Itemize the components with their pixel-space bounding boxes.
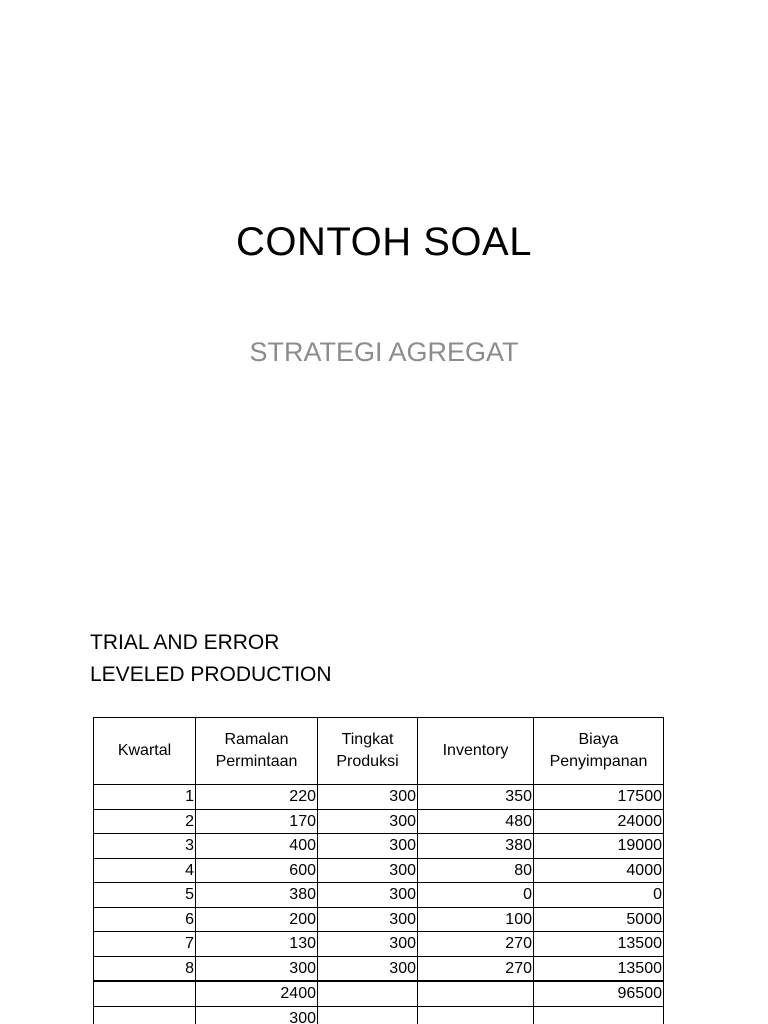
total-produksi [318,981,418,1006]
table-row [94,956,664,981]
cell-biaya: 17500 [534,785,664,810]
average-row [94,1006,664,1024]
cell-kwartal: 1 [94,785,196,810]
average-ramalan: 300 [196,1006,318,1024]
average-kwartal [94,1006,196,1024]
table-row [94,809,664,834]
cell-biaya: 13500 [534,956,664,981]
cell-kwartal: 3 [94,834,196,859]
table-header-row [94,718,664,785]
cell-biaya: 5000 [534,907,664,932]
cell-ramalan: 130 [196,932,318,957]
cell-produksi: 300 [318,834,418,859]
cell-kwartal: 2 [94,809,196,834]
total-ramalan: 2400 [196,981,318,1006]
table-row [94,858,664,883]
slide-title: CONTOH SOAL [236,220,532,264]
table-row [94,834,664,859]
average-produksi [318,1006,418,1024]
average-biaya [534,1006,664,1024]
cell-inventory: 270 [418,956,534,981]
cell-inventory: 270 [418,932,534,957]
cell-produksi: 300 [318,932,418,957]
cell-biaya: 24000 [534,809,664,834]
cell-biaya: 0 [534,883,664,908]
cell-produksi: 300 [318,907,418,932]
header-tingkat-produksi: Tingkat Produksi [318,718,418,785]
cell-kwartal: 8 [94,956,196,981]
cell-inventory: 380 [418,834,534,859]
cell-kwartal: 7 [94,932,196,957]
section-heading-method: TRIAL AND ERROR [90,631,280,654]
cell-produksi: 300 [318,809,418,834]
cell-ramalan: 400 [196,834,318,859]
header-ramalan-permintaan: Ramalan Permintaan [196,718,318,785]
cell-inventory: 100 [418,907,534,932]
cell-kwartal: 4 [94,858,196,883]
total-row [94,981,664,1006]
cell-ramalan: 300 [196,956,318,981]
cell-kwartal: 6 [94,907,196,932]
header-biaya-penyimpanan: Biaya Penyimpanan [534,718,664,785]
cell-inventory: 480 [418,809,534,834]
header-kwartal: Kwartal [94,718,196,785]
cell-produksi: 300 [318,883,418,908]
cell-produksi: 300 [318,785,418,810]
cell-inventory: 80 [418,858,534,883]
total-inventory [418,981,534,1006]
table-row [94,907,664,932]
slide-subtitle: STRATEGI AGREGAT [249,337,519,367]
cell-biaya: 13500 [534,932,664,957]
section-heading-strategy: LEVELED PRODUCTION [90,663,332,686]
total-biaya: 96500 [534,981,664,1006]
cell-ramalan: 220 [196,785,318,810]
cell-ramalan: 170 [196,809,318,834]
header-inventory: Inventory [418,718,534,785]
cell-ramalan: 200 [196,907,318,932]
average-inventory [418,1006,534,1024]
cell-produksi: 300 [318,858,418,883]
table-row [94,785,664,810]
cell-kwartal: 5 [94,883,196,908]
cell-produksi: 300 [318,956,418,981]
cell-biaya: 4000 [534,858,664,883]
cell-ramalan: 380 [196,883,318,908]
table-row [94,883,664,908]
cell-ramalan: 600 [196,858,318,883]
total-kwartal [94,981,196,1006]
production-table [93,717,664,1024]
cell-inventory: 350 [418,785,534,810]
table-row [94,932,664,957]
cell-biaya: 19000 [534,834,664,859]
cell-inventory: 0 [418,883,534,908]
